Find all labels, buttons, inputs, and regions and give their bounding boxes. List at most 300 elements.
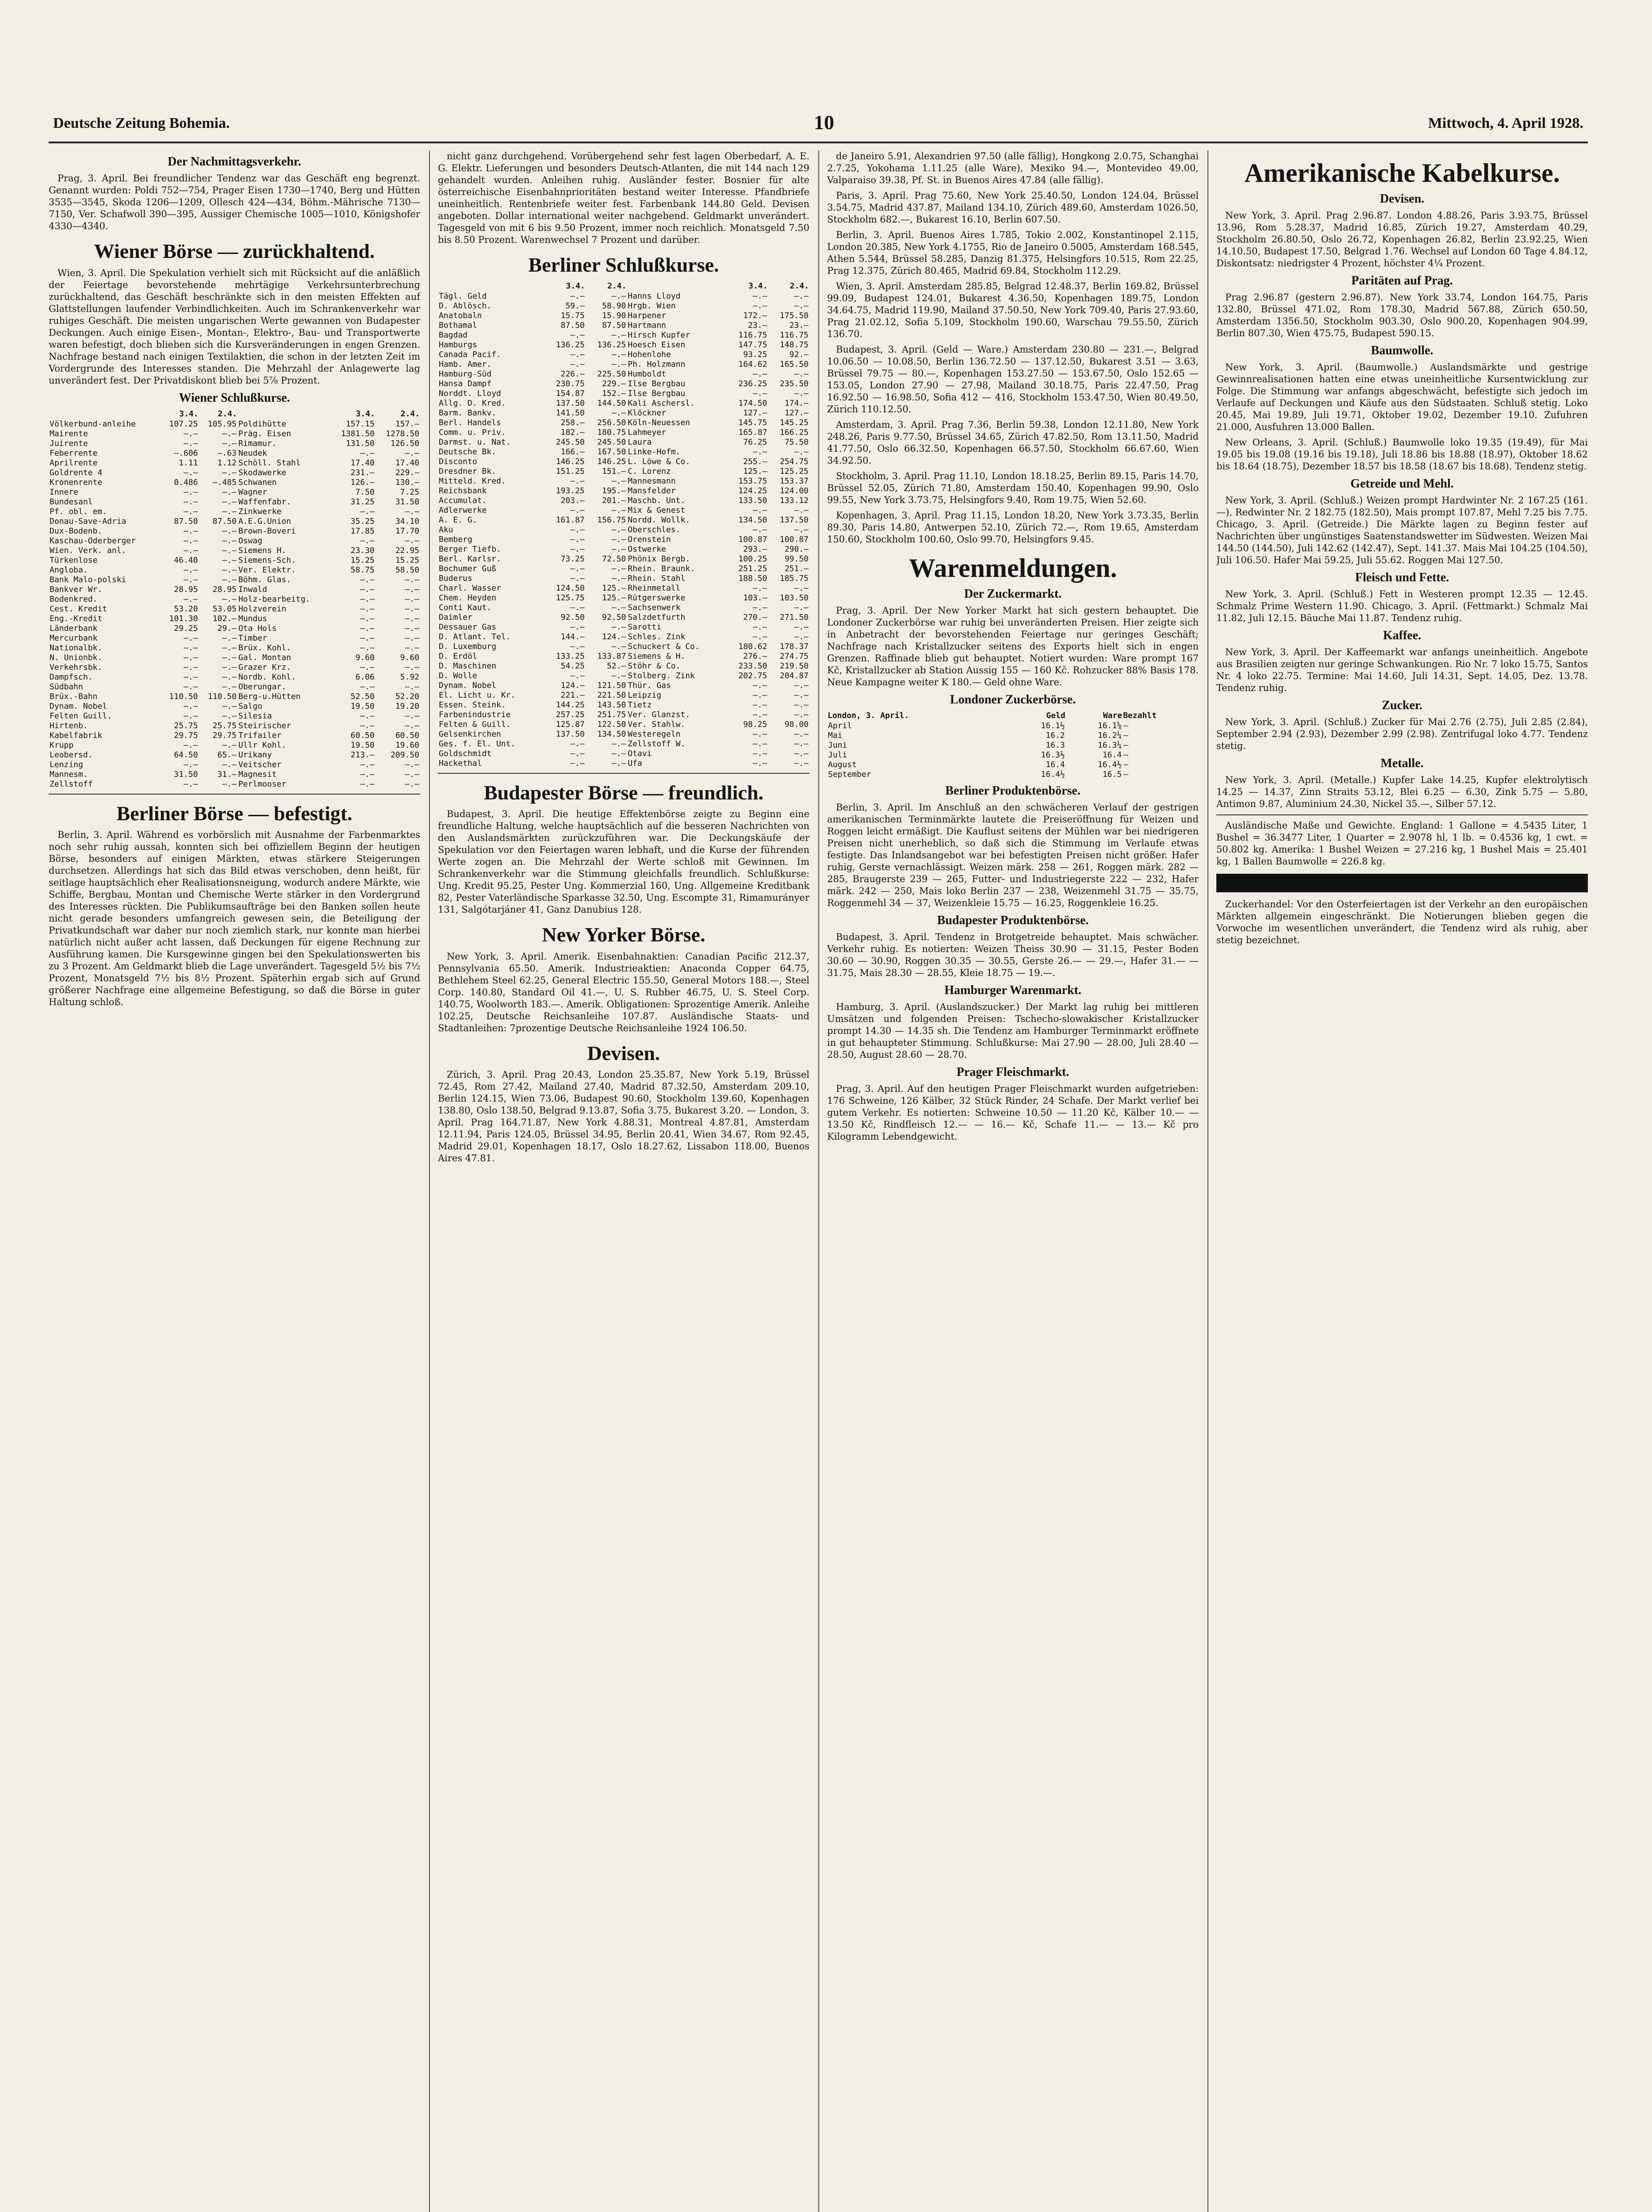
devisen-article: Zürich, 3. April. Prag 20.43, London 25.35.87, New York 5.19, Brüssel 72.45, Rom 27.42, Mailand 27.40, Madrid 87.32.50, Amsterdam 209.10, Berlin 124.15, Wien 73.06, Budapest 90.60, Stockholm 139.60, Kopenhagen 138.80, Oslo 138.50, Belgrad 9.13.87, Sofia 3.75, Bukarest 3.20. — London, 3. April. Prag 164.71.87, New York 4.88.31, Montreal 4.87.81, Amsterdam 12.11.94, Paris 124.05, Brüssel 34.95, Berlin 20.41, Wien 34.67, Rom 92.45, Madrid 29.01, Kopenhagen 18.17, Oslo 18.27.62, Lissabon 118.00, Buenos Aires 47.81. xyxy=(438,1069,809,1164)
table-cell: Schwanen xyxy=(238,477,277,487)
table-row xyxy=(438,525,809,535)
table-cell: —.— xyxy=(360,769,375,779)
table-row xyxy=(827,770,1199,780)
table-row xyxy=(49,478,420,488)
table-cell: 164.62 xyxy=(738,359,767,369)
table-cell: —.— xyxy=(752,729,767,739)
table-cell: 16.4½ xyxy=(1097,760,1122,769)
zucker-heading: Zucker. xyxy=(1382,699,1422,712)
table-cell: 92.— xyxy=(789,349,809,359)
table-cell: 1.11 xyxy=(179,458,198,468)
table-cell: 16.4½ xyxy=(1041,770,1065,779)
table-cell: Hirtenb. xyxy=(50,721,88,730)
table-cell: 143.50 xyxy=(597,700,626,710)
table-row xyxy=(49,634,420,643)
table-cell: —.— xyxy=(360,633,375,643)
table-cell: Dynam. Nobel xyxy=(50,701,107,711)
table-cell: —.— xyxy=(222,760,237,769)
table-cell: —.— xyxy=(570,641,585,651)
table-cell: —.— xyxy=(794,758,809,768)
table-cell: 100.87 xyxy=(779,534,809,544)
table-cell: Deutsche Bk. xyxy=(439,447,497,457)
table-row xyxy=(49,614,420,624)
table-cell: 116.75 xyxy=(779,330,809,340)
table-row xyxy=(438,340,809,350)
table-cell: Stöhr & Co. xyxy=(628,661,681,671)
kopenhagen-devisen: Kopenhagen, 3. April. Prag 11.15, London 18.20, New York 3.73.35, Berlin 89.30, Paris 14.80, Antwerpen 52.10, Zürich 72.—, Rom 19.65, Amsterdam 150.60, Stockholm 100.60, Oslo 99.70, Helsingfors 9.45. xyxy=(827,510,1199,545)
table-row xyxy=(49,711,420,721)
table-cell: —.— xyxy=(570,603,585,612)
table-cell: September xyxy=(828,770,871,779)
table-row xyxy=(438,506,809,515)
table-row xyxy=(438,535,809,545)
table-row xyxy=(49,546,420,556)
table-cell: —.— xyxy=(611,564,626,573)
table-cell: —.— xyxy=(570,525,585,534)
column-divider xyxy=(1207,150,1208,2212)
newspaper-page xyxy=(49,106,1588,2212)
table-cell: 16.4 xyxy=(1102,750,1122,760)
table-row xyxy=(438,496,809,506)
londoner-zucker-table xyxy=(827,710,1199,780)
table-cell: —.— xyxy=(752,758,767,768)
table-cell: —.— xyxy=(183,701,198,711)
table-row xyxy=(438,438,809,447)
table-cell: — xyxy=(1123,750,1128,760)
table-cell: 124.— xyxy=(560,680,585,690)
table-cell: 5.92 xyxy=(400,672,419,682)
table-cell: —.— xyxy=(611,671,626,680)
table-cell: 126.— xyxy=(350,477,375,487)
table-cell: —.— xyxy=(794,632,809,641)
table-cell: Rütgerswerke xyxy=(628,593,686,603)
table-cell: 204.87 xyxy=(779,671,809,680)
table-cell: Rhein. Stahl xyxy=(628,573,686,583)
table-cell: 16.3½ xyxy=(1041,750,1065,760)
table-cell: Otavi xyxy=(628,749,652,758)
table-cell: —.— xyxy=(752,680,767,690)
table-cell: Kali Aschersl. xyxy=(628,398,695,408)
table-row xyxy=(438,554,809,564)
table-cell: 133.87 xyxy=(597,651,626,661)
budapester-produktenboerse-heading: Budapester Produktenbörse. xyxy=(937,914,1089,927)
table-cell: —.485 xyxy=(212,477,237,487)
table-cell: Neudek xyxy=(238,448,267,458)
table-cell: —.— xyxy=(752,710,767,719)
table-cell: Maschb. Unt. xyxy=(628,495,686,505)
table-cell: —.— xyxy=(405,448,419,458)
table-cell: Tägl. Geld xyxy=(439,291,487,301)
table-cell: Thür. Gas xyxy=(628,680,671,690)
table-row xyxy=(438,710,809,720)
table-cell: 17.85 xyxy=(350,526,375,536)
table-cell: —.— xyxy=(794,729,809,739)
table-cell: 251.75 xyxy=(597,710,626,719)
column-divider xyxy=(818,150,819,2212)
table-cell: 166.— xyxy=(560,447,585,457)
table-cell: —.— xyxy=(611,349,626,359)
table-cell: Brüx. Kohl. xyxy=(238,643,291,653)
table-cell: 133.25 xyxy=(556,651,585,661)
column-header: London, 3. April. xyxy=(828,711,909,720)
table-cell: —.— xyxy=(183,779,198,789)
table-cell: —.— xyxy=(405,507,419,516)
table-cell: 1278.50 xyxy=(386,429,419,438)
table-row xyxy=(438,467,809,476)
getreide-article: New York, 3. April. (Schluß.) Weizen prompt Hardwinter Nr. 2 167.25 (161.—), Redwinter Nr. 2 182.75 (182.50), Mais prompt 107.87, Mehl 7.25 bis 7.75. Chicago, 3. April. (Getreide.) Die Märkte lagen zu Beginn fester auf Nachrichten über ungünstiges Saatenstandswetter im Südwesten. Weizen Mai 144.50 (144.50), Juli 142.62 (142.47), Sept. 141.37. Mais Mai 104.25 (104.50), Juli 106.50. Hafer Mai 59.25, Juli 55.62. Roggen Mai 127.50. xyxy=(1216,495,1588,565)
kaffee-heading: Kaffee. xyxy=(1383,629,1422,642)
table-cell: 225.50 xyxy=(597,369,626,379)
table-cell: 180.62 xyxy=(738,641,767,651)
column-4 xyxy=(1216,150,1588,2212)
table-cell: —.— xyxy=(183,682,198,691)
table-row xyxy=(438,661,809,671)
table-cell: —.— xyxy=(570,758,585,768)
table-row xyxy=(438,593,809,603)
column-divider xyxy=(429,150,430,2212)
table-cell: Felten Guill. xyxy=(50,711,112,721)
table-body xyxy=(49,419,420,789)
table-cell: Leipzig xyxy=(628,690,662,700)
table-cell: 137.50 xyxy=(779,515,809,525)
table-body xyxy=(827,721,1199,780)
table-cell: 221.50 xyxy=(597,690,626,700)
table-cell: Chem. Heyden xyxy=(439,593,497,603)
table-cell: C. Lorenz xyxy=(628,466,671,476)
table-cell: —.— xyxy=(570,291,585,301)
masthead xyxy=(49,106,1588,143)
table-cell: Zellstoff W. xyxy=(628,739,686,749)
table-row xyxy=(49,497,420,507)
newspaper-name: Deutsche Zeitung Bohemia. xyxy=(53,115,230,131)
table-cell: Goldschmidt xyxy=(439,749,492,758)
table-cell: Nordb. Kohl. xyxy=(238,672,296,682)
table-cell: Conti Kaut. xyxy=(439,603,492,612)
table-cell: —.— xyxy=(222,555,237,565)
table-cell: Bemberg xyxy=(439,534,472,544)
stockholm-devisen: Stockholm, 3. April. Prag 11.10, London 18.18.25, Berlin 89.15, Paris 14.70, Brüssel 52.05, Zürich 71.80, Amsterdam 150.40, Kopenhagen 99.90, Oslo 99.55, New York 3.73.75, Helsingfors 9.40, Rom 19.75, Wien 52.60. xyxy=(827,471,1199,505)
table-cell: 226.— xyxy=(560,369,585,379)
section-divider xyxy=(1216,814,1588,815)
table-row xyxy=(49,741,420,750)
table-cell: —.— xyxy=(405,536,419,545)
column-header: Ware xyxy=(1103,711,1123,720)
table-row xyxy=(438,301,809,311)
table-row xyxy=(49,419,420,429)
table-cell: Schles. Zink xyxy=(628,632,686,641)
budapester-produktenboerse-article: Budapest, 3. April. Tendenz in Brotgetreide behauptet. Mais schwächer. Verkehr ruhig. Es notierten: Weizen Theiss 30.90 — 31.15, Pester Boden 30.60 — 30.90, Roggen 30.35 — 30.55, Gerste 26.— — 29.—, Hafer 31.— — 31.75, Mais 28.30 — 28.55, Kleie 18.75 — 19.—. xyxy=(827,932,1199,978)
table-cell: 229.— xyxy=(395,468,419,477)
table-row xyxy=(438,739,809,749)
column-header: 3.4. xyxy=(179,409,199,419)
table-cell: — xyxy=(1123,731,1128,740)
table-cell: Hanns Lloyd xyxy=(628,291,681,301)
table-cell: 209.50 xyxy=(390,750,419,760)
table-cell: —.— xyxy=(360,604,375,614)
table-cell: Lahmeyer xyxy=(628,427,666,437)
table-cell: Adlerwerke xyxy=(439,505,487,515)
warenmeldungen-heading: Warenmeldungen. xyxy=(908,553,1117,583)
table-cell: Felten & Guill. xyxy=(439,719,511,729)
table-cell: 167.50 xyxy=(597,447,626,457)
table-cell: 0.486 xyxy=(174,477,198,487)
table-cell: —.— xyxy=(222,740,237,750)
table-cell: Ota Hols xyxy=(238,623,277,633)
berliner-boerse-article: Berlin, 3. April. Während es vorbörslich mit Ausnahme der Farbenmarktes noch sehr ruhig aussah, konnten sich bei offiziellem Beginn der heutigen Börse, besonders auf einigen Märkten, etwas stärkere Steigerungen durchsetzen. Allerdings hat sich das Bild etwas verschoben, denn heißt, für seitlage hauptsächlich eher Realisationsneigung, wodurch andere Märkte, wie Schiffe, Bergbau, Montan und Chemische Werte stärker in den Vordergrund des Interesses rückten. Die Publikumsaufträge bei den Banken sollen heute nicht gerade besonders umfangreich gewesen sein, die Beteiligung der Privatkundschaft war daher nur noch ziemlich stark, nur konnte man hierbei natürlich nicht außer acht lassen, daß Deckungen für eigene Rechnung zur Ausführung kamen. Die Kursgewinne gingen bei den Spekulationswerten bis zu 3 Prozent. Am Geldmarkt blieb die Lage unverändert. Tagesgeld 5½ bis 7½ Prozent, Monatsgeld 7½ bis 8½ Prozent. Späterhin ergab sich auf Grund größerer Nachfrage eine allgemeine Befestigung, so daß die Börse in guter Haltung schloß. xyxy=(49,830,420,1008)
table-row xyxy=(438,652,809,661)
table-cell: —.— xyxy=(570,349,585,359)
table-cell: 251.— xyxy=(784,564,809,573)
table-cell: 152.— xyxy=(602,388,626,398)
paris-devisen: Paris, 3. April. Prag 75.60, New York 25.40.50, London 124.04, Brüssel 3.54.75, Madrid 437.87, Mailand 134.10, Zürich 489.60, Amsterdam 1026.50, Stockholm 682.—, Bukarest 16.10, Berlin 607.50. xyxy=(827,190,1199,225)
table-cell: Ufa xyxy=(628,758,642,768)
column-header xyxy=(49,409,160,419)
table-cell: Rhein. Braunk. xyxy=(628,564,695,573)
table-cell: A.E.G.Union xyxy=(238,516,291,526)
table-cell: 257.25 xyxy=(556,710,585,719)
table-cell: —.— xyxy=(360,711,375,721)
table-cell: Südbahn xyxy=(50,682,83,691)
table-cell: —.606 xyxy=(174,448,198,458)
column-1 xyxy=(49,150,420,2212)
table-header-row xyxy=(438,281,809,292)
table-cell: 9.60 xyxy=(400,653,419,662)
table-cell: —.— xyxy=(360,682,375,691)
table-cell: 99.50 xyxy=(784,554,809,564)
table-cell: 6.06 xyxy=(355,672,375,682)
table-cell: —.— xyxy=(360,760,375,769)
table-cell: 229.— xyxy=(602,379,626,388)
table-cell: 157.— xyxy=(395,419,419,429)
table-cell: Salzdetfurth xyxy=(628,612,686,622)
table-row xyxy=(438,476,809,486)
table-cell: 136.25 xyxy=(556,340,585,349)
table-cell: Mercurbank xyxy=(50,633,98,643)
table-row xyxy=(438,720,809,730)
table-cell: Hamb. Amer. xyxy=(439,359,492,369)
table-cell: —.— xyxy=(570,622,585,632)
table-cell: —.— xyxy=(183,438,198,448)
hamburger-warenmarkt-heading: Hamburger Warenmarkt. xyxy=(944,983,1081,997)
table-cell: Essen. Steink. xyxy=(439,700,506,710)
table-cell: Goldrente 4 xyxy=(50,468,103,477)
amsterdam-devisen: Amsterdam, 3. April. Prag 7.36, Berlin 59.38, London 12.11.80, New York 248.26, Paris 9.77.50, Brüssel 34.65, Zürich 47.82.50, Rom 13.11.50, Madrid 41.77.50, Oslo 66.32.50, Kopenhagen 66.57.50, Stockholm 66.67.60, Wien 34.92.50. xyxy=(827,419,1199,466)
table-cell: —.— xyxy=(360,536,375,545)
table-cell: 125.— xyxy=(602,583,626,593)
table-cell: —.— xyxy=(222,497,237,507)
table-row xyxy=(49,439,420,449)
table-row xyxy=(49,731,420,741)
table-row xyxy=(827,741,1199,750)
table-cell: Krupp xyxy=(50,740,74,750)
table-cell: D. Ablösch. xyxy=(439,301,492,311)
table-cell: Disconto xyxy=(439,457,477,466)
table-cell: 52.20 xyxy=(395,691,419,701)
table-cell: Schuckert & Co. xyxy=(628,641,700,651)
table-cell: Bothamal xyxy=(439,320,477,330)
table-cell: 245.50 xyxy=(556,437,585,447)
table-cell: —.— xyxy=(752,388,767,398)
berlin-continued-article: nicht ganz durchgehend. Vorübergehend sehr fest lagen Oberbedarf, A. E. G. Elektr. Lieferungen und besonders Deutsch-Atlanten, die mit 144 nach 129 gehandelt wurden. Anleihen ruhig. Ausländer fester. Bosnier für alte österreichische Eisenbahnprioritäten bestand weiter Interesse. Pfandbriefe uneinheitlich. Rentenbriefe weiter fest. Farbenbank 144.80 Geld. Devisen angeboten. Dollar international weiter nachgebend. Geldmarkt unverändert. Tagesgeld von mit 6 bis 9.50 Prozent, immer noch reichlich. Monatsgeld 7.50 bis 8.50 Prozent. Warenwechsel 7 Prozent und darüber. xyxy=(438,151,809,245)
table-cell: 251.25 xyxy=(738,564,767,573)
table-cell: Veitscher xyxy=(238,760,282,769)
table-cell: 146.25 xyxy=(556,457,585,466)
table-cell: Donau-Save-Adria xyxy=(50,516,126,526)
table-cell: Mundus xyxy=(238,614,267,623)
table-cell: 116.75 xyxy=(738,330,767,340)
table-cell: Böhm. Glas. xyxy=(238,575,291,584)
table-cell: —.— xyxy=(222,507,237,516)
table-cell: 28.95 xyxy=(212,584,237,594)
table-header-row xyxy=(827,710,1199,721)
paritaeten-heading: Paritäten auf Prag. xyxy=(1351,274,1453,288)
table-cell: 1.12 xyxy=(217,458,237,468)
table-cell: Canada Pacif. xyxy=(439,349,501,359)
table-cell: — xyxy=(1123,721,1128,730)
table-cell: 31.— xyxy=(217,769,237,779)
table-cell: 76.25 xyxy=(743,437,767,447)
table-cell: —.— xyxy=(360,507,375,516)
table-cell: Ullr Kohl. xyxy=(238,740,287,750)
table-cell: Laura xyxy=(628,437,652,447)
table-cell: —.— xyxy=(611,525,626,534)
table-cell: Innere xyxy=(50,487,79,497)
column-header xyxy=(238,409,331,419)
kabel-devisen-heading: Devisen. xyxy=(1380,192,1425,206)
table-cell: Ges. f. El. Unt. xyxy=(439,739,516,749)
table-cell: Humboldt xyxy=(628,369,666,379)
table-cell: 144.50 xyxy=(597,398,626,408)
table-cell: A. E. G. xyxy=(439,515,477,525)
table-cell: —.— xyxy=(405,614,419,623)
table-cell: —.— xyxy=(183,740,198,750)
paritaeten-article: Prag 2.96.87 (gestern 2.96.87). New York 33.74, London 164.75, Paris 132.80, Brüssel 471.02, Rom 178.30, Madrid 567.88, Zürich 650.50, Amsterdam 1356.50, Stockholm 903.30, Oslo 900.20, Kopenhagen 904.99, Berlin 807.30, Wien 475.75, Budapest 590.15. xyxy=(1216,292,1588,338)
table-cell: —.— xyxy=(752,291,767,301)
table-row xyxy=(49,458,420,468)
table-cell: —.— xyxy=(405,711,419,721)
table-cell: Skodawerke xyxy=(238,468,287,477)
berliner-produktenboerse-article: Berlin, 3. April. Im Anschluß an den schwächeren Verlauf der gestrigen amerikanischen Terminmärkte lautete die Preiseröffnung für Weizen und Roggen leicht ermäßigt. Die Kauflust seitens der Mühlen war bei niedrigeren Preisen nicht unerheblich, so daß sich die Stimmung im Verlaufe etwas festigte. Das Inlandsangebot war bei befestigten Preisen nicht größer. Hafer ruhig, Gerste vernachlässigt. Weizen märk. 258 — 261, Roggen märk. 282 — 285, Braugerste 239 — 265, Futter- und Industriegerste 222 — 232, Hafer märk. 242 — 250, Mais loko Berlin 237 — 238, Weizenmehl 31.75 — 35.75, Roggenmehl 34 — 37, Weizenkleie 15.75 — 16.25, Roggenkleie 16.25. xyxy=(827,802,1199,908)
berlin-devisen: Berlin, 3. April. Buenos Aires 1.785, Tokio 2.002, Konstantinopel 2.115, London 20.385, New York 4.1755, Rio de Janeiro 0.5005, Amsterdam 168.545, Athen 5.544, Brüssel 58.285, Danzig 81.375, Helsingfors 10.515, Rom 22.25, Prag 12.375, Zürich 80.465, Madrid 69.84, Stockholm 112.29. xyxy=(827,230,1199,276)
table-cell: — xyxy=(1123,741,1128,750)
table-row xyxy=(827,731,1199,741)
table-cell: Westeregeln xyxy=(628,729,681,739)
table-cell: August xyxy=(828,760,857,769)
table-cell: Mannesm. xyxy=(50,769,88,779)
table-cell: 270.— xyxy=(743,612,767,622)
table-cell: 31.25 xyxy=(350,497,375,507)
table-cell: Orenstein xyxy=(628,534,671,544)
table-cell: Völkerbund-anleihe xyxy=(50,419,136,429)
table-cell: —.— xyxy=(183,760,198,769)
table-cell: D. Erdöl xyxy=(439,651,477,661)
table-cell: Barm. Bankv. xyxy=(439,408,497,418)
table-cell: 59.— xyxy=(565,301,585,311)
table-cell: 34.10 xyxy=(395,516,419,526)
table-cell: Länderbank xyxy=(50,623,98,633)
table-cell: Holz-bearbeitg. xyxy=(238,594,310,604)
table-cell: Feberrente xyxy=(50,448,98,458)
wiener-schlusskurse-table xyxy=(49,409,420,789)
column-header: 2.4. xyxy=(218,409,237,419)
wiener-boerse-heading: Wiener Börse — zurückhaltend. xyxy=(94,240,375,262)
table-cell: —.— xyxy=(611,622,626,632)
table-cell: 271.50 xyxy=(779,612,809,622)
table-cell: —.— xyxy=(222,545,237,555)
table-row xyxy=(49,750,420,760)
table-cell: 233.50 xyxy=(738,661,767,671)
table-cell: Ver. Stahlw. xyxy=(628,719,686,729)
table-row xyxy=(49,682,420,692)
table-row xyxy=(438,584,809,593)
table-cell: 98.00 xyxy=(784,719,809,729)
table-cell: Waffenfabr. xyxy=(238,497,291,507)
table-cell: 107.25 xyxy=(169,419,198,429)
table-cell: —.— xyxy=(611,534,626,544)
new-orleans-article: New Orleans, 3. April. (Schluß.) Baumwolle loko 19.35 (19.49), für Mai 19.05 bis 19.08 (19.16 bis 19.18), Juli 18.86 bis 18.88 (18.97), Oktober 18.62 bis 18.64 (18.75), Dezember 18.57 bis 18.58 (18.67 bis 18.68). Tendenz stetig. xyxy=(1216,437,1588,472)
table-cell: Verkehrsbk. xyxy=(50,662,103,672)
table-cell: 35.25 xyxy=(350,516,375,526)
table-cell: 53.05 xyxy=(212,604,237,614)
table-row xyxy=(438,622,809,632)
table-cell: 172.— xyxy=(743,311,767,320)
table-cell: 29.— xyxy=(217,623,237,633)
table-cell: Sachsenwerk xyxy=(628,603,681,612)
table-cell: —.— xyxy=(405,769,419,779)
table-row xyxy=(49,770,420,780)
table-cell: 52.— xyxy=(606,661,626,671)
table-cell: L. Löwe & Co. xyxy=(628,457,690,466)
table-cell: —.— xyxy=(183,487,198,497)
table-cell: Mairente xyxy=(50,429,88,438)
table-row xyxy=(438,389,809,399)
table-row xyxy=(49,643,420,653)
table-cell: Oswag xyxy=(238,536,263,545)
table-cell: —.— xyxy=(222,487,237,497)
table-cell: Dampfsch. xyxy=(50,672,93,682)
table-cell: —.— xyxy=(752,505,767,515)
table-cell: —.— xyxy=(222,438,237,448)
table-cell: —.— xyxy=(222,633,237,643)
table-cell: 202.75 xyxy=(738,671,767,680)
table-cell: —.— xyxy=(570,739,585,749)
table-cell: 92.50 xyxy=(560,612,585,622)
table-cell: 65.— xyxy=(217,750,237,760)
table-cell: —.— xyxy=(183,536,198,545)
table-row xyxy=(49,595,420,604)
table-cell: —.— xyxy=(360,721,375,730)
table-cell: 193.25 xyxy=(556,486,585,495)
table-cell: 103.50 xyxy=(779,593,809,603)
column-header xyxy=(438,281,544,292)
table-cell: —.— xyxy=(794,622,809,632)
table-cell: 165.50 xyxy=(779,359,809,369)
column-header: Bezahlt xyxy=(1123,711,1157,720)
table-cell: 122.50 xyxy=(597,719,626,729)
table-cell: Trifailer xyxy=(238,730,282,740)
table-cell: 195.— xyxy=(602,486,626,495)
table-cell: —.— xyxy=(222,575,237,584)
table-cell: 147.75 xyxy=(738,340,767,349)
table-cell: 154.87 xyxy=(556,388,585,398)
table-cell: 31.50 xyxy=(395,497,419,507)
table-row xyxy=(49,556,420,565)
table-cell: Wien. Verk. anl. xyxy=(50,545,126,555)
table-cell: Hamburg-Süd xyxy=(439,369,492,379)
table-cell: Brüx.-Bahn xyxy=(50,691,98,701)
table-row xyxy=(438,691,809,700)
table-cell: —.— xyxy=(405,682,419,691)
